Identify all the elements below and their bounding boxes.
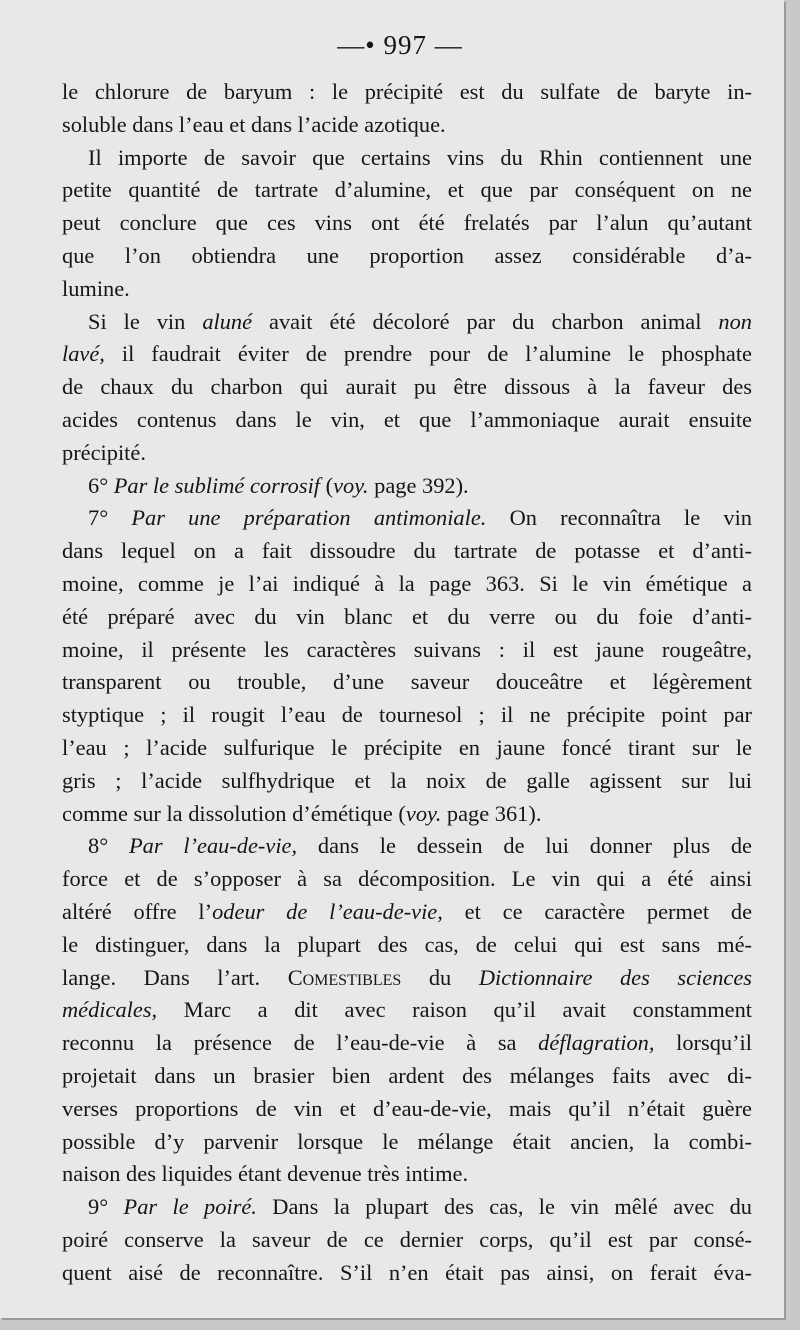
text-span: 6° [88,472,114,498]
italic-span: Par l’eau-de-vie, [128,833,298,859]
text-line [62,1191,752,1224]
text-span: styptique ; il rougit l’eau de tournesol ; il ne précipite point par [62,702,752,728]
text-span: l’eau ; l’acide sulfurique le précipite en jaune foncé tirant sur le [62,734,752,760]
text-span: été préparé avec du vin blanc et du verre ou du foie d’anti- [62,603,752,629]
italic-span: Par une préparation antimoniale. [131,505,487,531]
text-line [62,109,752,142]
text-span: force et de s’opposer à sa décomposition. Le vin qui a été ainsi [62,866,752,892]
text-span: précipité. [62,439,146,465]
text-line [62,1224,752,1257]
text-span: soluble dans l’eau et dans l’acide azotique. [62,111,446,137]
text-span: projetait dans un brasier bien ardent des mélanges faits avec di- [62,1062,752,1088]
text-line [62,470,752,503]
text-span: le chlorure de baryum : le précipité est du sulfate de baryte in- [62,79,752,104]
text-span: acides contenus dans le vin, et que l’ammoniaque aurait ensuite [62,406,752,432]
text-line [62,568,752,601]
body-text [62,76,752,1289]
text-span: possible d’y parvenir lorsque le mélange était ancien, la combi- [62,1128,752,1154]
text-line [62,502,752,535]
text-line [62,830,752,863]
text-span: lorsqu’il [654,1030,752,1056]
text-span: comme sur la dissolution d’émétique ( [62,800,406,826]
text-line [62,535,752,568]
text-span: lumine. [62,275,130,301]
text-span: petite quantité de tartrate d’alumine, et que par conséquent on ne [62,177,752,203]
page-number-header: —• 997 — [337,30,463,60]
text-line [62,240,752,273]
text-line [62,601,752,634]
text-span: du [401,964,479,990]
text-span: Si le vin [88,308,203,334]
text-span: page 361). [441,800,542,826]
text-span: 9° [88,1194,124,1220]
smallcaps-span: Comestibles [287,964,402,990]
text-line [62,404,752,437]
text-line [62,929,752,962]
italic-span: déflagration, [538,1030,655,1056]
text-line [62,765,752,798]
text-line [62,1060,752,1093]
text-span: moine, il présente les caractères suivans : il est jaune rougeâtre, [62,636,752,662]
text-line [62,699,752,732]
text-span: altéré offre l’ [62,898,213,924]
text-line [62,174,752,207]
italic-span: non [718,308,752,334]
text-line [62,273,752,306]
text-span: il faudrait éviter de prendre pour de l’alumine le phosphate [104,341,752,367]
text-line [62,207,752,240]
text-span: et ce caractère permet de [442,898,753,924]
text-span: ( [320,472,334,498]
italic-span: Par le poiré. [123,1194,257,1220]
text-span: peut conclure que ces vins ont été frelatés par l’alun qu’autant [62,210,752,236]
text-span: transparent ou trouble, d’une saveur douceâtre et légèrement [62,669,752,695]
italic-span: odeur de l’eau-de-vie, [212,898,443,924]
text-line [62,962,752,995]
text-line [62,634,752,667]
text-line [62,1158,752,1191]
text-line [62,1027,752,1060]
text-line [62,1093,752,1126]
text-line [62,994,752,1027]
text-span: dans le dessein de lui donner plus de [297,833,752,859]
text-span: verses proportions de vin et d’eau-de-vie, mais qu’il n’était guère [62,1095,752,1121]
italic-span: Par le sublimé corrosif [113,472,321,498]
text-line [62,1257,752,1290]
text-span: reconnu la présence de l’eau-de-vie à sa [62,1030,539,1056]
italic-span: voy. [405,800,442,826]
text-line [62,437,752,470]
text-line [62,142,752,175]
text-span: 7° [88,505,132,531]
text-span: que l’on obtiendra une proportion assez considérable d’a- [62,242,752,268]
text-line [62,896,752,929]
italic-span: lavé, [62,341,105,367]
text-line [62,338,752,371]
text-span: de chaux du charbon qui aurait pu être dissous à la faveur des [62,374,752,400]
text-span: lange. Dans l’art. [62,964,288,990]
text-span: quent aisé de reconnaître. S’il n’en était pas ainsi, on ferait éva- [62,1259,752,1285]
text-span: poiré conserve la saveur de ce dernier corps, qu’il est par consé- [62,1226,752,1252]
text-span: le distinguer, dans la plupart des cas, de celui qui est sans mé- [62,931,752,957]
italic-span: voy. [333,472,369,498]
italic-span: Dictionnaire des sciences [478,964,752,990]
text-span: page 392). [368,472,469,498]
text-span: gris ; l’acide sulfhydrique et la noix de galle agissent sur lui [62,767,752,793]
text-line [62,1126,752,1159]
text-line [62,306,752,339]
text-span: naison des liquides étant devenue très intime. [62,1161,469,1187]
text-line [62,666,752,699]
text-span: Il importe de savoir que certains vins du Rhin contiennent une [88,144,752,170]
text-line [62,732,752,765]
text-line [62,863,752,896]
text-span: Marc a dit avec raison qu’il avait constamment [157,997,752,1023]
text-line [62,76,752,109]
text-span: avait été décoloré par du charbon animal [252,308,719,334]
italic-span: médicales, [62,997,158,1023]
italic-span: aluné [202,308,253,334]
text-line [62,371,752,404]
text-line [62,798,752,831]
text-span: moine, comme je l’ai indiqué à la page 363. Si le vin émétique a [62,570,752,596]
text-span: 8° [88,833,129,859]
text-span: dans lequel on a fait dissoudre du tartrate de potasse et d’anti- [62,538,752,564]
text-span: On reconnaîtra le vin [486,505,752,531]
text-span: Dans la plupart des cas, le vin mêlé avec du [256,1194,752,1220]
